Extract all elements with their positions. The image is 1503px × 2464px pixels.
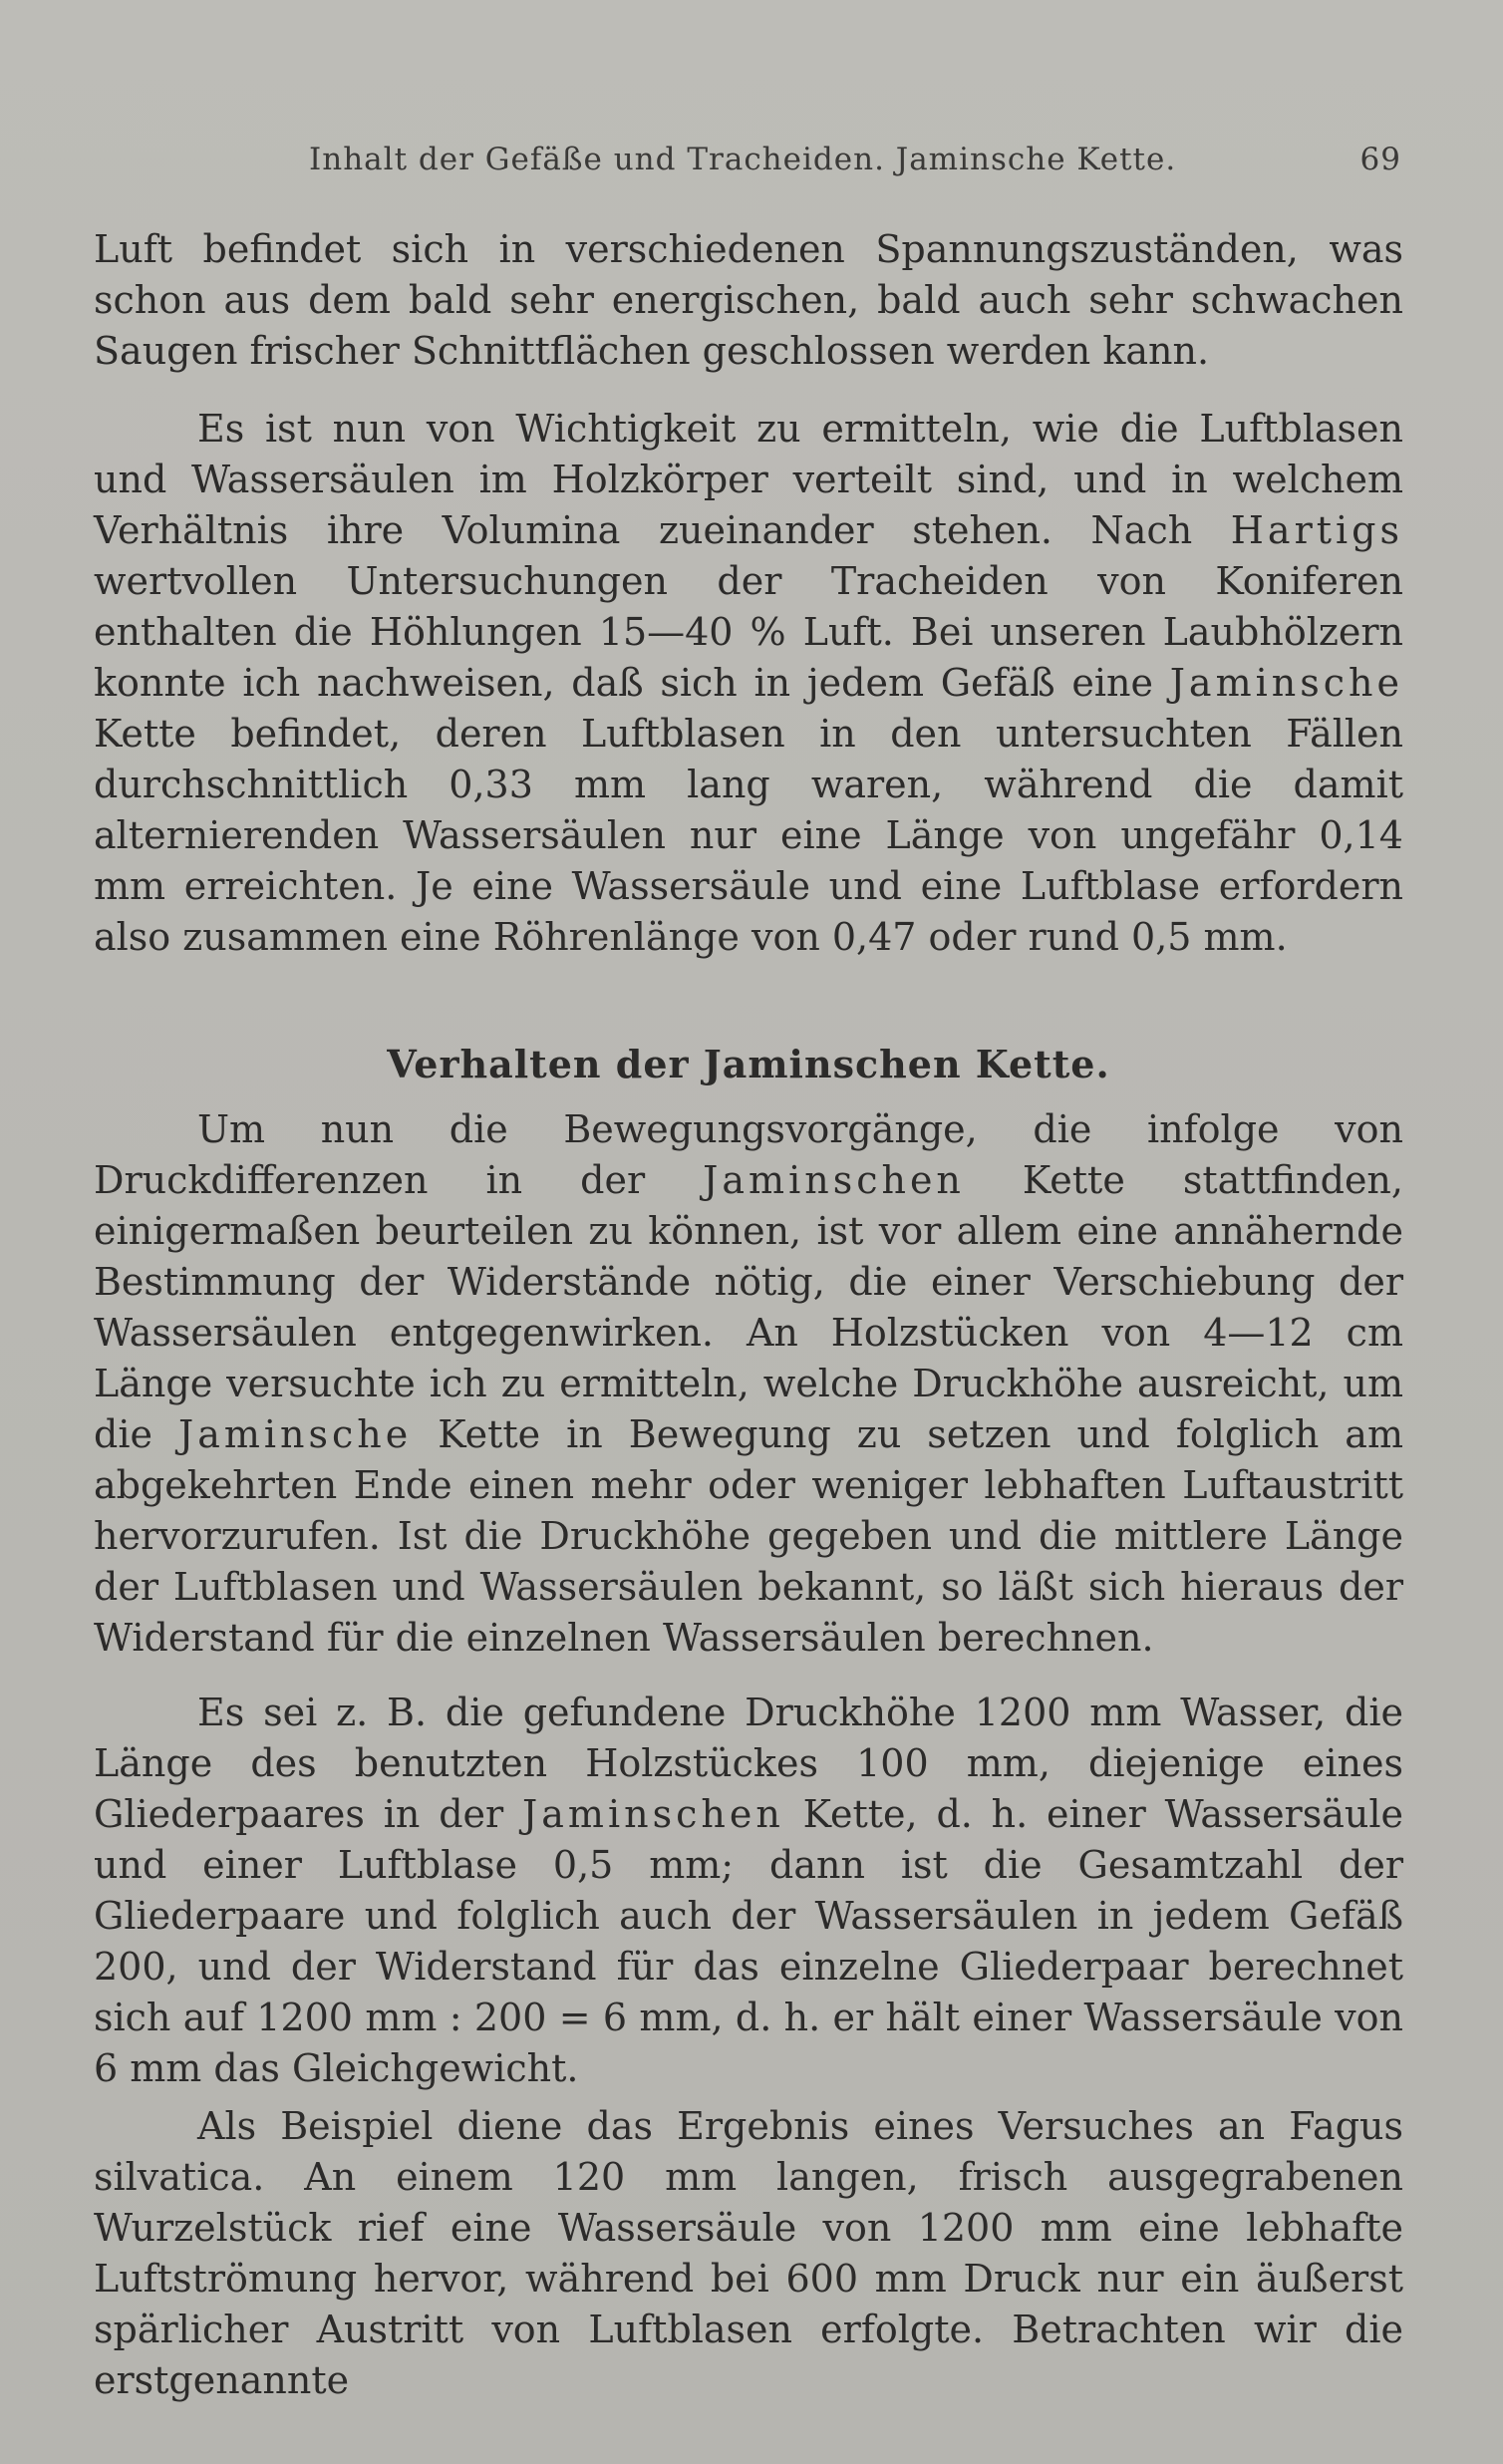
- author-name-hartig: Hartigs: [1230, 508, 1403, 552]
- paragraph-4: [94, 1688, 1403, 2094]
- term-jaminsche: Jaminsche: [1169, 661, 1403, 705]
- paragraph-2-text-a: Es ist nun von Wichtigkeit zu ermitteln, wie die Luftblasen und Wassersäulen im Holzkörper verteilt sind, und in welchem Verhältnis ihre Volumina zueinander stehen. Nach: [94, 407, 1403, 552]
- paragraph-4-text-b: Kette, d. h. einer Wassersäule und einer Luftblase 0,5 mm; dann ist die Gesamtzahl der Gliederpaare und folglich auch der Wassersäulen in jedem Gefäß 200, und der Widerstand für das einzelne Gliederpaar berechnet sich auf 1200 mm : 200 = 6 mm, d. h. er hält einer Wassersäule von 6 mm das Gleichgewicht.: [94, 1792, 1403, 2090]
- paragraph-3-text-c: Kette in Bewegung zu setzen und folglich am abgekehrten Ende einen mehr oder weniger lebhaften Luftaustritt hervorzurufen. Ist die Druckhöhe gegeben und die mittlere Länge der Luftblasen und Wassersäulen bekannt, so läßt sich hieraus der Widerstand für die einzelnen Wassersäulen berechnen.: [94, 1412, 1403, 1660]
- paragraph-3-text-a: Um nun die Bewegungsvorgänge, die infolge von Druckdifferenzen in der: [94, 1107, 1403, 1202]
- page-number: 69: [1359, 142, 1401, 177]
- running-title: Inhalt der Gefäße und Tracheiden. Jaminsche Kette.: [309, 142, 1177, 177]
- paragraph-4-text-a: Es sei z. B. die gefundene Druckhöhe 1200 mm Wasser, die Länge des benutzten Holzstückes 100 mm, diejenige eines Gliederpaares in der: [94, 1691, 1403, 1836]
- running-header: [309, 142, 1401, 191]
- paragraph-2-text-c: Kette befindet, deren Luftblasen in den untersuchten Fällen durchschnittlich 0,33 mm lang waren, während die damit alternierenden Wassersäulen nur eine Länge von ungefähr 0,14 mm erreichten. Je eine Wassersäule und eine Luftblase erfordern also zusammen eine Röhrenlänge von 0,47 oder rund 0,5 mm.: [94, 712, 1403, 959]
- term-jaminsche-2: Jaminsche: [177, 1412, 413, 1456]
- paragraph-3: [94, 1104, 1403, 1664]
- paragraph-1-text: Luft befindet sich in verschiedenen Spannungszuständen, was schon aus dem bald sehr energischen, bald auch sehr schwachen Saugen frischer Schnittflächen geschlossen werden kann.: [94, 227, 1403, 373]
- section-heading: Verhalten der Jaminschen Kette.: [387, 1042, 1110, 1086]
- paragraph-3-text-b: Kette stattfinden, einigermaßen beurteilen zu können, ist vor allem eine annähernde Bestimmung der Widerstände nötig, die einer Verschiebung der Wassersäulen entgegenwirken. An Holzstücken von 4—12 cm Länge versuchte ich zu ermitteln, welche Druckhöhe ausreicht, um die: [94, 1158, 1403, 1456]
- paragraph-2-text-b: wertvollen Untersuchungen der Tracheiden von Koniferen enthalten die Höhlungen 15—40 % Luft. Bei unseren Laubhölzern konnte ich nachweisen, daß sich in jedem Gefäß eine: [94, 559, 1403, 705]
- paragraph-1: [94, 224, 1403, 377]
- term-jaminschen-2: Jaminschen: [522, 1792, 784, 1836]
- paragraph-2: [94, 404, 1403, 963]
- term-jaminschen: Jaminschen: [703, 1158, 965, 1202]
- paragraph-5-text: Als Beispiel diene das Ergebnis eines Versuches an Fagus silvatica. An einem 120 mm langen, frisch ausgegrabenen Wurzelstück rief eine Wassersäule von 1200 mm eine lebhafte Luftströmung hervor, während bei 600 mm Druck nur ein äußerst spärlicher Austritt von Luftblasen erfolgte. Betrachten wir die erstgenannte: [94, 2104, 1403, 2402]
- paragraph-5: [94, 2101, 1403, 2406]
